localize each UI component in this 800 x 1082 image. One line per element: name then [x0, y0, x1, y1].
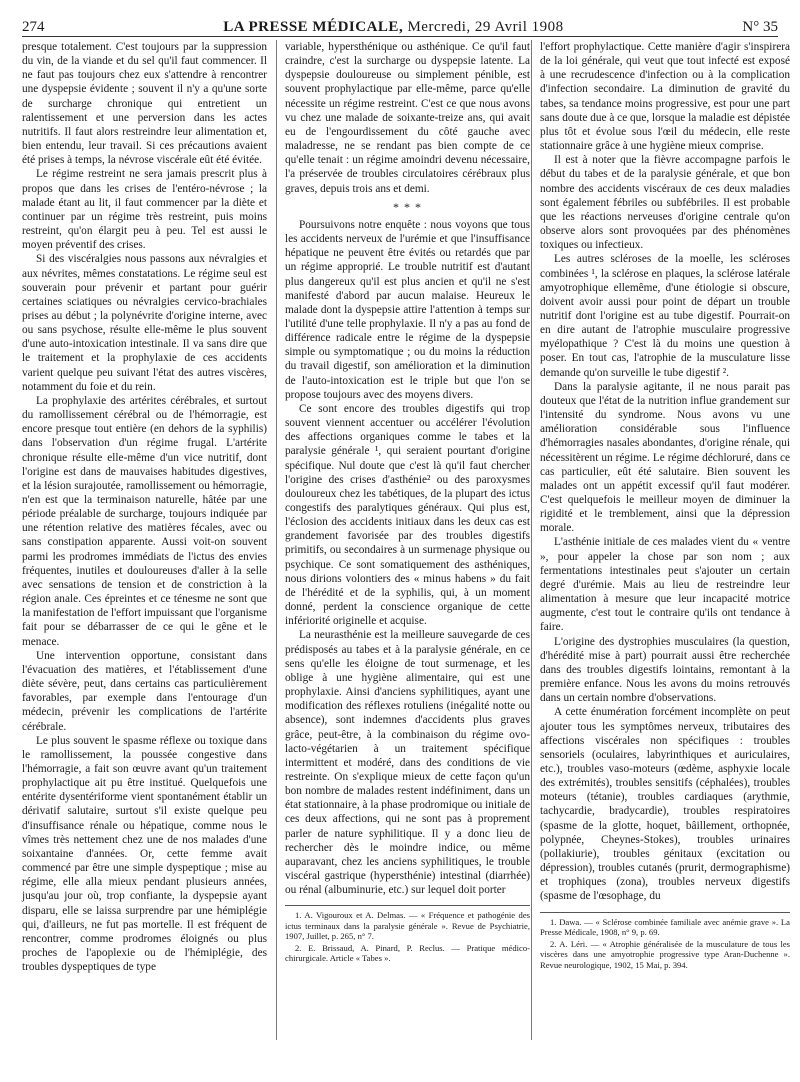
paragraph: Poursuivons notre enquête : nous voyons que tous les accidents nerveux de l'urémie et que l'insuffisance hépatique ne peuvent être évités ou retardés que par un régime approprié. Le trouble nutritif est d'autant plus dangereux qu'il est plus ancien et qu'il ne s'est manifesté d'abord par aucun malaise. Heureux le malade dont la dyspepsie attire l'attention à temps sur l'utilité d'une telle prophylaxie. Il n'y a pas au fond de différence radicale entre le régime de la dyspepsie simple ou symptomatique ; ou du moins la réduction du travail digestif, son amélioration et la diminution de l'auto-intoxication est le triple but que l'on se propose toujours avec des moyens divers.: [285, 218, 530, 401]
paragraph: L'asthénie initiale de ces malades vient du « ventre », pour appeler la chose par son nom ; aux fermentations intestinales peut s'ajouter un certain degré d'urémie. Mais au lieu de restreindre leur alimentation à mesure que leur incapacité motrice augmente, c'est tout le contraire qu'ils ont tendance à faire.: [540, 536, 790, 634]
issue-date: Mercredi, 29 Avril 1908: [407, 19, 564, 35]
footnote: 1. A. Vigouroux et A. Delmas. — « Fréquence et pathogénie des ictus terminaux dans la paralysie générale ». Revue de Psychiatrie, 1907, Juillet, p. 265, n° 7.: [285, 910, 530, 942]
footnote: 2. E. Brissaud, A. Pinard, P. Reclus. — Pratique médico-chirurgicale. Article « Tabes ».: [285, 942, 530, 964]
column-divider: [276, 40, 277, 1040]
paragraph: Dans la paralysie agitante, il ne nous parait pas douteux que l'état de la nutrition influe grandement sur l'intensité du syndrome. Nous avons vu une amélioration considérable sous l'influence d'hémorragies nasales abondantes, d'origine rénale, qui nécessitèrent un régime. Le régime déchloruré, dans ce cas particulier, eût été salutaire. Bien souvent les malades ont un appétit excessif qu'il faut modérer. C'est quelquefois le meilleur moyen de diminuer la rigidité et le tremblement, ainsi que la dépression morale.: [540, 380, 790, 535]
page-number: 274: [22, 19, 45, 35]
footnote: 1. Dawa. — « Sclérose combinée familiale avec anémie grave ». La Presse Médicale, 1908, n° 9, p. 69.: [540, 916, 790, 938]
footnotes: [540, 912, 790, 971]
paragraph: Il est à noter que la fièvre accompagne parfois le début du tabes et de la paralysie générale, et que bon nombre des accidents viscéraux de ces deux maladies sont également fébriles ou subfébriles. Il est probable que les réactions nerveuses d'origine centrale qu'on observe alors sont provoquées par des phénomènes toxiques ou infectieux.: [540, 154, 790, 252]
paragraph: variable, hypersthénique ou asthénique. Ce qu'il faut craindre, c'est la surcharge ou dyspepsie latente. La dyspepsie douloureuse ou simplement pénible, est souvent prophylactique par elle-même, parce qu'elle nécessite un régime restreint. C'est ce que nous avons vu chez une malade de soixante-treize ans, qui avait eu de l'engourdissement du côté gauche avec maladresse, ne se rendant pas bien compte de ce qu'elle tenait : un régime amoindri devenu nécessaire, l'a préservée de troubles circulatoires cérébraux plus graves, depuis trois ans et demi.: [285, 41, 530, 195]
paragraph: Une intervention opportune, consistant dans l'évacuation des matières, et l'établissement d'une diète sévère, peut, dans certains cas particulièrement favorables, par exemple dans l'entourage d'un médecin, prévenir les complications de l'artérite cérébrale.: [22, 649, 267, 733]
footnotes: [285, 905, 530, 964]
paragraph: presque totalement. C'est toujours par la suppression du vin, de la viande et du sel qu'il faut commencer. Il ne faut pas toujours chez eux s'attendre à rencontrer une dyspepsie évidente ; souvent il n'y a qu'une sorte de surcharge chronique qui entretient un ralentissement et une perversion dans les actes nutritifs. Il faut alors restreindre leur alimentation et, bien entendu, leur travail. Si ces précautions avaient été prises à temps, la névrose viscérale eût été évitée.: [22, 41, 267, 167]
paragraph: Le régime restreint ne sera jamais prescrit plus à propos que dans les crises de l'entéro-névrose ; la malade étant au lit, il faut commencer par la diète et continuer par un régime très restreint, puis moins restreint, qu'on élargit peu à peu. Tel est aussi le moyen préventif des crises.: [22, 168, 267, 252]
section-separator: * * *: [393, 199, 422, 214]
column-3: [540, 40, 790, 971]
paragraph: Si des viscéralgies nous passons aux névralgies et aux névrites, mêmes constatations. Le régime seul est souverain pour prévenir et partant pour guérir certaines sciatiques ou névralgies cervico-brachiales prises au début ; la polynévrite d'origine interne, avec ou sans psychose, résulte elle-même le plus souvent d'une auto-intoxication intestinale. Il va sans dire que le traitement et la prophylaxie de ces accidents varient quelque peu suivant l'état des autres viscères, notamment du foie et du rein.: [22, 253, 267, 393]
paragraph: La neurasthénie est la meilleure sauvegarde de ces prédisposés au tabes et à la paralysie générale, en ce sens qu'elle les éloigne de tout surmenage, et les oblige à une hygiène alimentaire, qui est une prophylaxie. Ainsi d'anciens syphilitiques, ayant une modification des réflexes rotuliens (inégalité notte ou absence), sont indemnes d'accidents plus graves grâce, peut-être, à la combinaison du régime ovo-lacto-végétarien à un traitement spécifique intermittent et modéré, dans des conditions de vie restreinte. On s'explique mieux de cette façon qu'un bon nombre de malades restent indéfiniment, dans un état stationnaire, à la phase prodromique ou initiale de ces deux affections, qui ne sont pas à proprement parler de nature syphilitique. Il y a donc lieu de rechercher dès le moindre indice, ou même auparavant, chez les anciens syphilitiques, le trouble viscéral gastrique (hypersthénie) intestinal (diarrhée) ou rénal (albuminurie, etc.) sur lequel doit porter: [285, 629, 530, 897]
page-header: [22, 14, 778, 37]
issue-number: N° 35: [742, 19, 778, 35]
column-1: [22, 40, 267, 974]
paragraph: Les autres scléroses de la moelle, les scléroses combinées ¹, la sclérose en plaques, la sclérose latérale amyotrophique ellemême, d'une étiologie si obscure, doivent avoir aussi pour point de départ un trouble nutritif dont l'origine est au tube digestif. Pourrait-on en dire autant de l'atrophie musculaire progressive myélopathique ? C'est là du moins une question à poser. En tout cas, l'atrophie de la musculature lisse demande qu'on surveille le tube digestif ².: [540, 253, 790, 379]
column-2: [285, 40, 530, 965]
paragraph: La prophylaxie des artérites cérébrales, et surtout du ramollissement cérébral ou de l'hémorragie, est encore presque tout entière (en dehors de la syphilis) dans l'observation d'un régime frugal. L'artérite chronique résulte elle-même d'un vice nutritif, dont l'origine est dans de mauvaises habitudes digestives, et la lésion surajoutée, ramollissement ou hémorragie, n'en est que la terminaison naturelle, hâtée par une période préalable de surcharge, toujours indiquée par une rétention relative des matières fécales, avec ou sans constipation apparente. Aussi voit-on souvent parmi les prodromes immédiats de l'ictus des envies fréquentes, inutiles et douloureuses d'aller à la selle avec sensations de tension et de constriction à la région anale. Ces épreintes et ce ténesme ne sont que la manifestation de l'effort impuissant que l'organisme fait pour se débarrasser de ce qui le gêne et le menace.: [22, 394, 267, 648]
paragraph: Ce sont encore des troubles digestifs qui trop souvent viennent accentuer ou accélérer l'évolution des affections organiques comme le tabes et la paralysie générale ¹, qui seraient pourtant d'origine spécifique. Nul doute que c'est là qu'il faut chercher l'origine des crises d'asthénie² ou des paroxysmes douloureux chez les tabétiques, de la plupart des ictus congestifs des paralytiques généraux. Qui plus est, l'éclosion des accidents initiaux dans les deux cas est grandement favorisée par des troubles digestifs primitifs, ou secondaires à un surmenage physique ou psychique. Ce sont somatiquement des asthéniques, nous dirions volontiers des « minus habens » du fait de l'hérédité et de la syphilis, qui, à un moment donné, perdent la conscience organique de cette infériorité originelle et acquise.: [285, 402, 530, 628]
running-title: [223, 19, 563, 36]
paragraph: L'origine des dystrophies musculaires (la question, d'hérédité mise à part) pourrait aussi être recherchée dans des troubles digestifs lointains, remontant à la première enfance. Nous les avons du moins retrouvés dans un certain nombre d'observations.: [540, 635, 790, 705]
column-divider: [531, 40, 532, 1040]
paragraph: Le plus souvent le spasme réflexe ou toxique dans le ramollissement, la poussée congestive dans l'hémorragie, a fait son œuvre avant qu'un traitement prophylactique ait pu être institué. Quelquefois une entérite dysentériforme vient spontanément établir un dérivatif salutaire, surtout s'il existe quelque peu d'insuffisance rénale ou hépatique, comme nous le vîmes très nettement chez une de nos malades d'une soixantaine d'années. Or, cette femme avait commencé par être une simple dyspeptique ; mise au régime, elle alla mieux pendant plusieurs années, jusqu'au jour où, trop confiante, la dyspepsie ayant disparu, elle se laissa surprendre par une hémiplégie qui, d'ailleurs, ne fut pas mortelle. Il est fréquent de rencontrer, comme prodromes éloignés ou plus proches de l'apoplexie ou de l'hémiplégie, des troubles dyspeptiques de type: [22, 734, 267, 974]
paragraph: l'effort prophylactique. Cette manière d'agir s'inspirera de la loi générale, qui veut que tout infecté est exposé à une recrudescence d'infection ou à la complication d'infection secondaire. La diminution de gravité du tabes, sa tendance moins progressive, est pour une part sans doute due à ce que, lorsque la maladie est dépistée plus tôt et évolue sous l'œil du médecin, elle reste stationnaire grâce à une hygiène mieux comprise.: [540, 41, 791, 153]
paragraph: A cette énumération forcément incomplète on peut ajouter tous les symptômes nerveux, tributaires des affections viscérales non spécifiques : troubles sensoriels (oculaires, labyrinthiques et auriculaires, etc.), troubles vaso-moteurs (œdème, asphyxie locale des extrémités), troubles sensitifs (céphalées), troubles moteurs (tétanie), troubles cardiaques (arythmie, tachycardie, bradycardie), troubles respiratoires (spasme de la glotte, hoquet, bâillement, orthopnée, polypnée, Cheynes-Stokes), troubles urinaires (pollakiurie), troubles génitaux (excitation ou dépression), troubles cutanés (prurit, dermographisme) et trophiques (zona), troubles nerveux digestifs (spasme de l'œsophage, du: [540, 706, 790, 903]
footnote: 2. A. Léri. — « Atrophie généralisée de la musculature de tous les viscères dans une amyotrophie progressive type Aran-Duchenne ». Revue neurologique, 1902, 15 Mai, p. 394.: [540, 938, 790, 970]
journal-name: LA PRESSE MÉDICALE,: [223, 19, 404, 35]
